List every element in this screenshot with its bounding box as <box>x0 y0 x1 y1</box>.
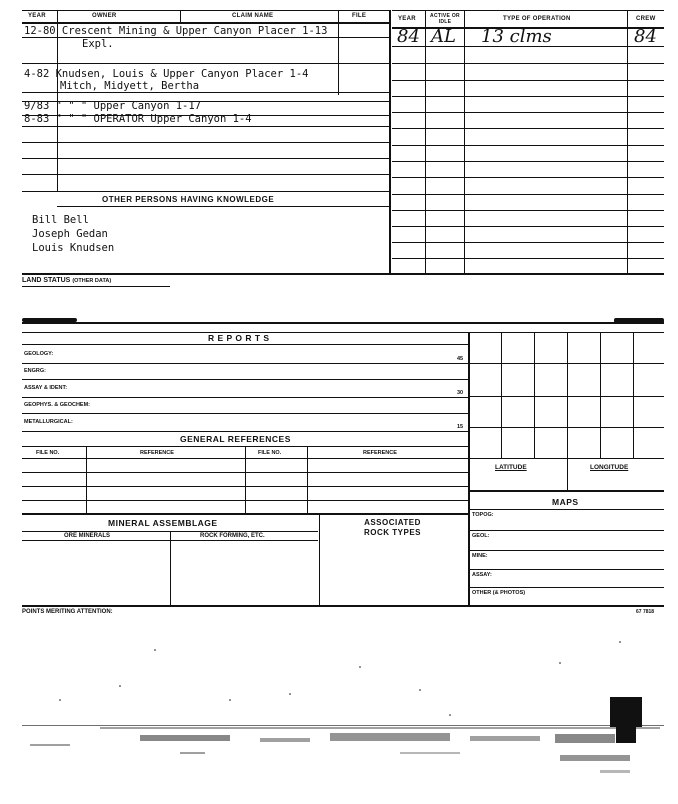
form-number: 67 7818 <box>636 609 655 615</box>
claim-row-2-line2: Mitch, Midyett, Bertha <box>60 80 200 92</box>
op-type-value: 13 clms <box>481 26 552 47</box>
claim-row-1-line1: 12-80 Crescent Mining & Upper Canyon Placer 1-13 <box>24 25 328 37</box>
knowledge-person-2: Joseph Gedan <box>32 228 108 240</box>
ref-header-reference-1: REFERENCE <box>140 450 174 456</box>
map-assay: ASSAY: <box>472 572 492 578</box>
latitude-label: LATITUDE <box>495 464 527 471</box>
knowledge-title: OTHER PERSONS HAVING KNOWLEDGE <box>102 195 275 204</box>
mineral-title: MINERAL ASSEMBLAGE <box>108 518 218 528</box>
claim-row-3-line1: 9/83 " " " Upper Canyon 1-17 <box>24 100 202 112</box>
op-header-crew: CREW <box>636 16 656 22</box>
map-other: OTHER (& PHOTOS) <box>472 590 526 596</box>
op-crew-value: 84 <box>634 26 657 47</box>
knowledge-person-3: Louis Knudsen <box>32 242 115 254</box>
report-metallurgical: METALLURGICAL: <box>24 419 73 425</box>
report-geology: GEOLOGY: <box>24 351 54 357</box>
land-status-sub: (OTHER DATA) <box>72 278 112 284</box>
map-mine: MINE: <box>472 553 488 559</box>
claim-row-4-line1: 8-83 " " " OPERATOR Upper Canyon 1-4 <box>24 113 252 125</box>
reports-title: R E P O R T S <box>208 333 270 343</box>
longitude-label: LONGITUDE <box>590 464 629 471</box>
map-topog: TOPOG: <box>472 512 494 518</box>
claim-row-1-line2: Expl. <box>82 38 114 50</box>
map-geol: GEOL: <box>472 533 490 539</box>
ref-header-reference-2: REFERENCE <box>363 450 397 456</box>
report-assay: ASSAY & IDENT: <box>24 385 68 391</box>
knowledge-person-1: Bill Bell <box>32 214 89 226</box>
claims-header-year: YEAR <box>28 13 46 19</box>
maps-title: MAPS <box>552 497 579 507</box>
associated-rock-types: ASSOCIATED ROCK TYPES <box>363 518 421 537</box>
op-active-value: AL <box>431 26 456 47</box>
mineral-col-ore: ORE MINERALS <box>64 533 111 539</box>
claims-header-claim-name: CLAIM NAME <box>232 13 274 19</box>
land-status-label: LAND STATUS <box>22 277 71 284</box>
report-engrg: ENGRG: <box>24 368 46 374</box>
points-meriting-attention: POINTS MERITING ATTENTION: <box>22 609 113 615</box>
report-metallurgical-num: 15 <box>457 424 464 430</box>
op-header-year: YEAR <box>398 16 416 22</box>
op-header-type: TYPE OF OPERATION <box>503 16 571 22</box>
claims-header-file: FILE <box>352 13 367 19</box>
ref-header-file-no-2: FILE NO. <box>258 450 282 456</box>
general-refs-title: GENERAL REFERENCES <box>180 434 291 444</box>
claim-row-2-line1: 4-82 Knudsen, Louis & Upper Canyon Placer 1-4 <box>24 68 309 80</box>
op-header-active-idle: ACTIVE OR IDLE <box>430 13 460 25</box>
op-year-value: 84 <box>397 26 420 47</box>
report-assay-num: 30 <box>457 390 464 396</box>
mineral-col-rock: ROCK FORMING, ETC. <box>200 533 265 539</box>
report-geophys: GEOPHYS. & GEOCHEM: <box>24 402 91 408</box>
report-geology-num: 45 <box>457 356 464 362</box>
ref-header-file-no-1: FILE NO. <box>36 450 60 456</box>
claims-header-owner: OWNER <box>92 13 117 19</box>
